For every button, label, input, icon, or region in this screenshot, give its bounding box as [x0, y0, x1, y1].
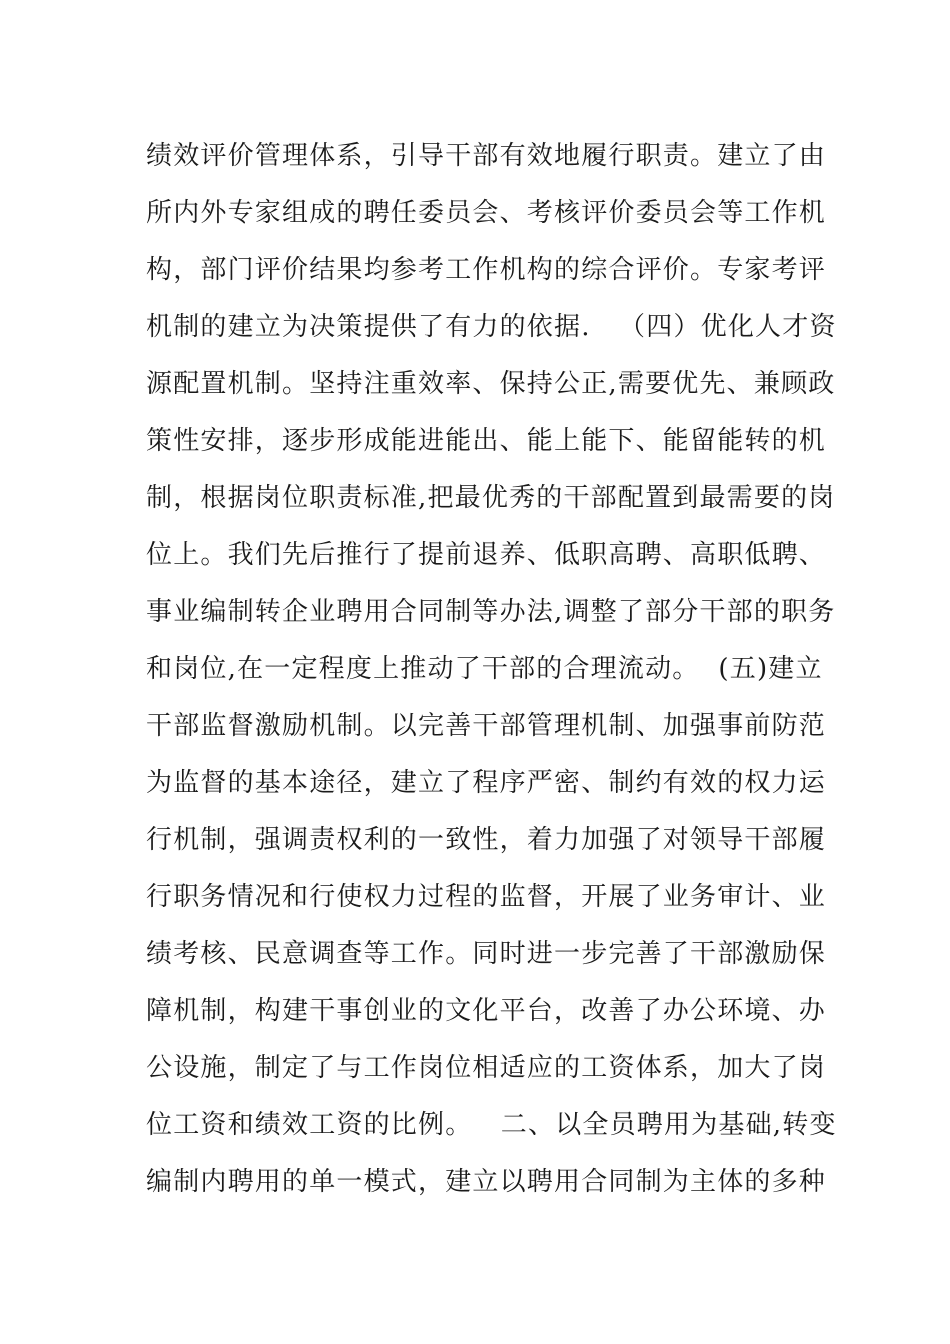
text-line: 机制的建立为决策提供了有力的依据. （四）优化人才资 — [146, 312, 837, 342]
text-line: 行机制，强调责权利的一致性，着力加强了对领导干部履 — [146, 825, 827, 855]
text-line: 行职务情况和行使权力过程的监督，开展了业务审计、业 — [146, 882, 827, 912]
body-text — [146, 128, 837, 1211]
text-line: 事业编制转企业聘用合同制等办法,调整了部分干部的职务 — [146, 597, 836, 627]
text-line: 制，根据岗位职责标准,把最优秀的干部配置到最需要的岗 — [146, 483, 836, 513]
text-line: 位工资和绩效工资的比例。 二、以全员聘用为基础,转变 — [146, 1110, 837, 1140]
text-line: 公设施，制定了与工作岗位相适应的工资体系，加大了岗 — [146, 1053, 827, 1083]
text-line: 位上。我们先后推行了提前退养、低职高聘、高职低聘、 — [146, 540, 827, 570]
text-line: 编制内聘用的单一模式，建立以聘用合同制为主体的多种 — [146, 1167, 827, 1197]
text-line: 干部监督激励机制。以完善干部管理机制、加强事前防范 — [146, 711, 827, 741]
text-line: 源配置机制。坚持注重效率、保持公正,需要优先、兼顾政 — [146, 369, 836, 399]
text-line: 障机制，构建干事创业的文化平台，改善了办公环境、办 — [146, 996, 827, 1026]
text-line: 构，部门评价结果均参考工作机构的综合评价。专家考评 — [146, 255, 827, 285]
text-line: 为监督的基本途径，建立了程序严密、制约有效的权力运 — [146, 768, 827, 798]
text-line: 绩考核、民意调查等工作。同时进一步完善了干部激励保 — [146, 939, 827, 969]
text-line: 绩效评价管理体系，引导干部有效地履行职责。建立了由 — [146, 141, 827, 171]
text-line: 策性安排，逐步形成能进能出、能上能下、能留能转的机 — [146, 426, 827, 456]
text-line: 和岗位,在一定程度上推动了干部的合理流动。 (五)建立 — [146, 654, 823, 684]
text-line: 所内外专家组成的聘任委员会、考核评价委员会等工作机 — [146, 198, 827, 228]
